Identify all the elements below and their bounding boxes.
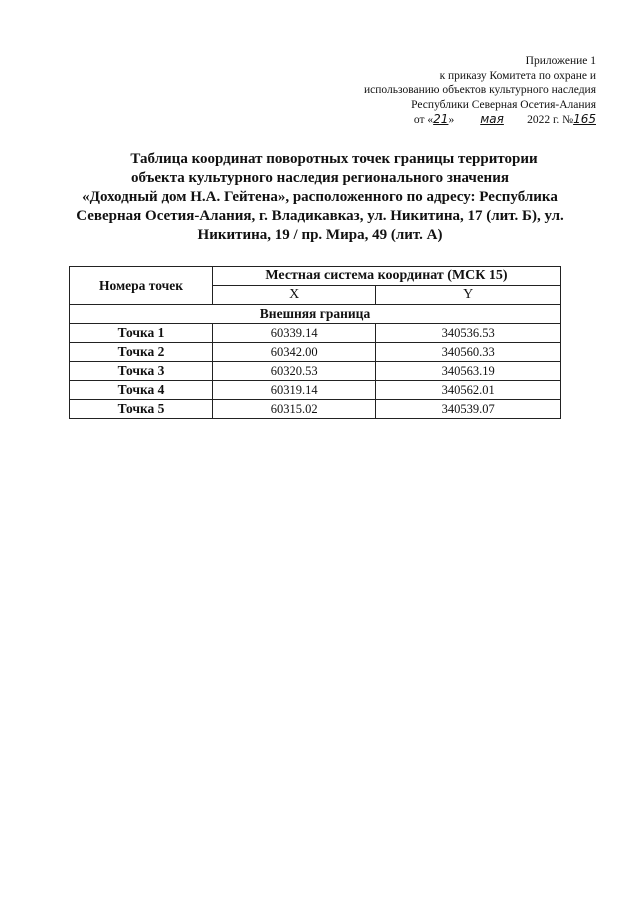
committee-name: использованию объектов культурного наследия <box>363 84 596 96</box>
point-name: Точка 5 <box>70 400 213 419</box>
date-prefix: от « <box>413 114 434 126</box>
handwritten-day: 21 <box>433 112 449 126</box>
title-line-3: «Доходный дом Н.А. Гейтена», расположенного по адресу: Республика <box>82 189 558 205</box>
point-name: Точка 3 <box>70 362 213 381</box>
coordinates-table <box>69 266 561 419</box>
x-value: 60342.00 <box>213 343 376 362</box>
y-value: 340562.01 <box>376 381 561 400</box>
x-value: 60319.14 <box>213 381 376 400</box>
appendix-label: Приложение 1 <box>525 55 596 67</box>
table-row <box>70 324 561 343</box>
date-year: 2022 г. № <box>527 114 574 126</box>
y-value: 340539.07 <box>376 400 561 419</box>
point-name: Точка 2 <box>70 343 213 362</box>
points-column-header: Номера точек <box>70 267 213 305</box>
handwritten-order-number: 165 <box>573 112 596 126</box>
title-line-2: объекта культурного наследия регионального значения <box>131 170 509 186</box>
coordinate-system-header: Местная система координат (МСК 15) <box>213 267 561 286</box>
date-quote-close: » <box>448 114 455 126</box>
point-name: Точка 1 <box>70 324 213 343</box>
y-value: 340536.53 <box>376 324 561 343</box>
y-column-header: Y <box>376 286 561 305</box>
y-value: 340563.19 <box>376 362 561 381</box>
title-line-4: Северная Осетия-Алания, г. Владикавказ, ул. Никитина, 17 (лит. Б), ул. <box>76 208 564 224</box>
x-value: 60320.53 <box>213 362 376 381</box>
title-line-1: Таблица координат поворотных точек границы территории <box>130 151 538 167</box>
order-date-line <box>336 112 596 128</box>
appendix-header <box>336 54 596 128</box>
order-reference: к приказу Комитета по охране и <box>439 69 596 82</box>
table-row <box>70 362 561 381</box>
x-value: 60339.14 <box>213 324 376 343</box>
handwritten-month: мая <box>480 112 504 126</box>
table-row <box>70 381 561 400</box>
republic-name: Республики Северная Осетия-Алания <box>411 98 596 111</box>
document-title <box>60 150 580 245</box>
y-value: 340560.33 <box>376 343 561 362</box>
x-column-header: X <box>213 286 376 305</box>
table-row <box>70 343 561 362</box>
x-value: 60315.02 <box>213 400 376 419</box>
section-outer-boundary: Внешняя граница <box>70 305 561 324</box>
table-row <box>70 400 561 419</box>
point-name: Точка 4 <box>70 381 213 400</box>
title-line-5: Никитина, 19 / пр. Мира, 49 (лит. А) <box>197 227 443 243</box>
